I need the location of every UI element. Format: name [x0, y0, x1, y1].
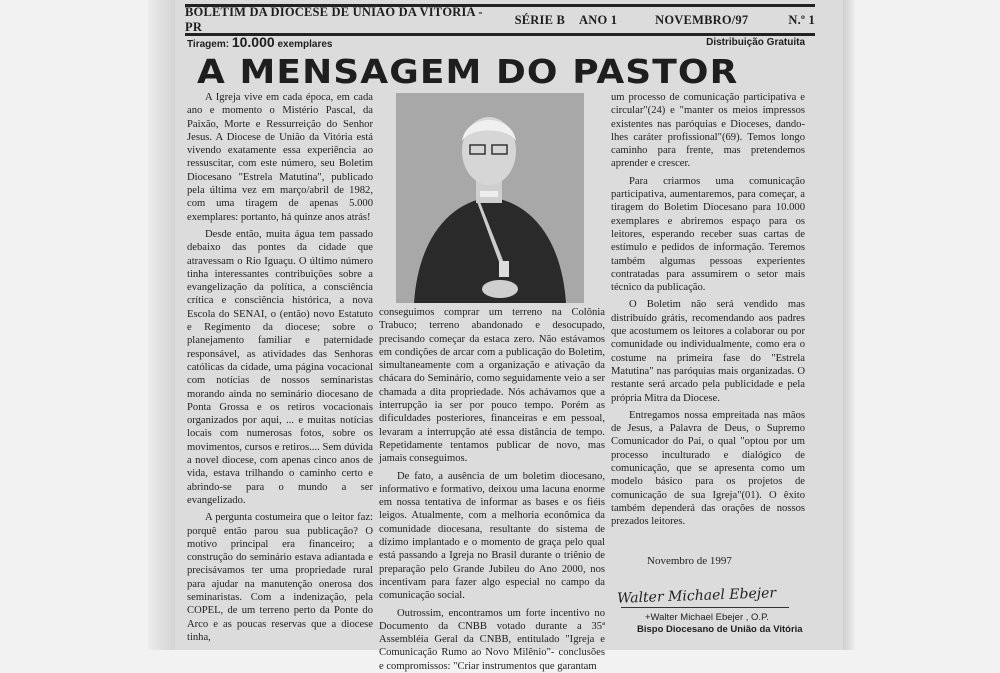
article-paragraph: O Boletim não será vendido mas distribuído grátis, recomendando aos padres que acostumem os leitores a colaborar ou por comunidade ou individualmente, como era o costume na primeira fase do "Estrela Matutina" nas paróquias mais organizadas. O restante será arcado pela publicidade e pela própria Mitra da Diocese.	[611, 299, 805, 404]
newspaper-page	[175, 0, 843, 672]
article-paragraph: De fato, a ausência de um boletim diocesano, informativo e formativo, deixou uma lacuna enorme em nossa tentativa de informar as bases e os fiéis leigos. Atualmente, com a melhoria econômica da comunidade diocesana, resultante do sistema de dízimo implantado e o momento de graça pelo qual está passando a Igreja no Brasil durante o triênio de preparação pelo Grande Jubileu do Ano 2000, nos incentivam para fazer algo especial no campo da comunicação social.	[379, 470, 605, 602]
bishop-portrait-illustration	[396, 93, 584, 303]
handwritten-signature: Walter Michael Ebejer	[616, 585, 777, 607]
headline: A MENSAGEM DO PASTOR	[197, 52, 739, 91]
signer-role: Bispo Diocesano de União da Vitória	[637, 624, 803, 635]
print-run	[187, 34, 333, 50]
signer-name: +Walter Michael Ebejer , O.P.	[645, 612, 769, 623]
article-paragraph: Desde então, muita água tem passado debaixo das pontes da cidade que atravessam o Rio Iguaçu. O último número tinha interessantes contribuições sobre a evangelização da política, a consciência crítica e consciência histórica, a nova Escola do SENAI, o (então) novo Estatuto e Regimento da diocese; sobre o planejamento familiar e paternidade responsável, as atividades das Senhoras católicas da cidade, uma página vocacional com notícias de nossos seminaristas morando ainda no seminário diocesano de Ponta Grossa e os retiros vocacionais organizados por aqui, ... e muitas notícias locais com numerosas fotos, sobre os movimentos, cursos e retiros.... Sem dúvida a novel diocese, com apenas cinco anos de vida, estava trilhando o caminho certo e abrindo-se para o mundo a ser evangelizado.	[187, 228, 373, 506]
page-shadow	[148, 0, 175, 650]
article-column-2	[379, 306, 605, 672]
print-run-value: 10.000	[231, 34, 275, 50]
article-paragraph: Para criarmos uma comunicação participativa, aumentaremos, para começar, a tiragem do Boletim Diocesano para 10.000 exemplares e abriremos espaço para os leitores, esperando receber suas cartas de estímulo e pedidos de informação. Teremos também algumas pessoas experientes contratadas para assumirem o setor mais técnico da publicação.	[611, 175, 805, 294]
article-column-1	[187, 91, 373, 650]
masthead-ano: ANO 1	[579, 12, 618, 27]
masthead	[185, 4, 815, 36]
article-paragraph: Entregamos nossa empreitada nas mãos de Jesus, a Palavra de Deus, o Supremo Comunicador do Pai, o qual "optou por um processo inculturado e dialógico de comunicação, que se apresenta como um modelo básico para os projetos de comunicação de sua Igreja"(01). O êxito também dependerá das orações de nossos prezados leitores.	[611, 409, 805, 528]
article-column-3	[611, 91, 805, 561]
masthead-number: N.º 1	[788, 12, 815, 27]
subheader-bar	[185, 33, 815, 51]
print-run-unit: exemplares	[277, 39, 333, 50]
article-paragraph: Outrossim, encontramos um forte incentivo no Documento da CNBB votado durante a 35ª Assembléia Geral da CNBB, entitulado "Igreja e Comunicação Rumo ao Novo Milênio"- conclusões e compromissos: "Criar instrumentos que garantam	[379, 607, 605, 672]
bishop-photo	[396, 93, 584, 303]
article-paragraph: A pergunta costumeira que o leitor faz: porquê então parou sua publicação? O motivo principal era financeiro; a construção do seminário estava adiantada e precisávamos ter uma propriedade rural para ajudar na manutenção onerosa dos seminaristas. Com a indenização, pela COPEL, de um terreno perto da Ponte do Arco e as poucas reservas que a diocese tinha,	[187, 512, 373, 643]
signature-line	[621, 607, 789, 608]
masthead-month: NOVEMBRO/97	[655, 12, 749, 27]
free-distribution-note: Distribuição Gratuita	[706, 37, 805, 48]
print-run-label: Tiragem:	[187, 39, 230, 50]
masthead-serie: SÉRIE B	[514, 12, 565, 27]
article-date: Novembro de 1997	[647, 555, 732, 567]
masthead-title: BOLETIM DA DIOCESE DE UNIÃO DA VITÓRIA - PR	[185, 5, 483, 34]
article-paragraph: A Igreja vive em cada época, em cada ano e momento o Mistério Pascal, da Paixão, Morte e Ressurreição do Senhor Jesus. A Diocese de União da Vitória está vivendo exatamente essa experiência ao ressuscitar, com este número, seu Boletim Diocesano "Estrela Matutina", publicado pela última vez em março/abril de 1982, com uma tiragem de apenas 5.000 exemplares: portanto, há quinze anos atrás!	[187, 92, 373, 223]
article-paragraph: conseguimos comprar um terreno na Colônia Trabuco; terreno abandonado e desocupado, precisando começar da estaca zero. Não estávamos em condições de arcar com a publicação do Boletim, simultaneamente com a organização e ativação da chácara do Seminário, como seguidamente veio a ser chamada a dita propriedade. Nós achávamos que a interrupção ia ser por pouco tempo. Porém as dificuldades posteriores, financeiras e em pessoal, levaram a interrupção até essa distância de tempo. Repetidamente tentamos publicar de novo, mas jamais conseguimos.	[379, 307, 605, 465]
article-paragraph: um processo de comunicação participativa e circular"(24) e "manter os meios impressos existentes nas paróquias e Dioceses, dando-lhes caráter profissional"(69). Temos longo caminho para frente, mas pretendemos aprender e crescer.	[611, 92, 805, 170]
page-edge	[843, 0, 855, 650]
